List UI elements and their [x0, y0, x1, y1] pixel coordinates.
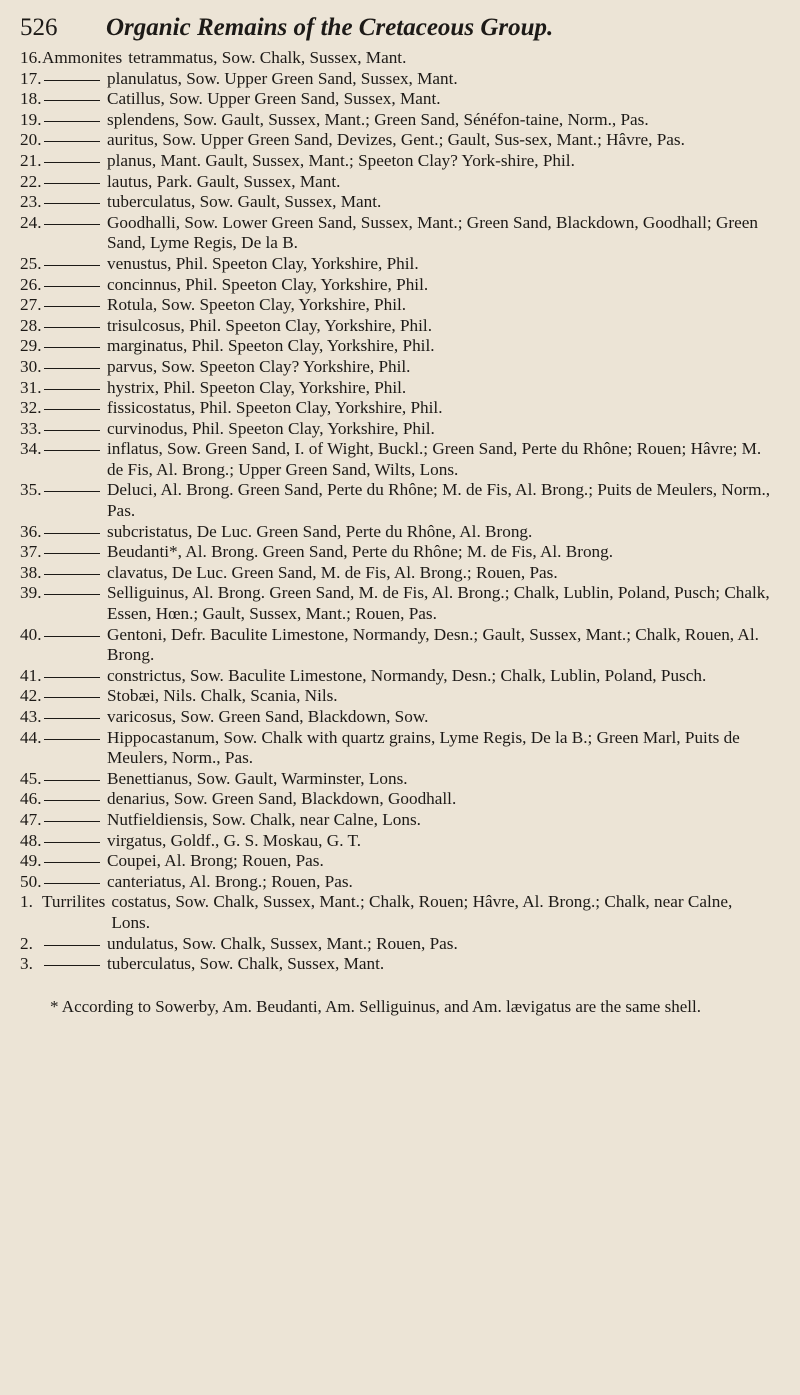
entry-number: 26. — [20, 274, 42, 294]
entry-text: planus, Mant. Gault, Sussex, Mant.; Speeton Clay? York-shire, Phil. — [107, 150, 575, 170]
entry-text: Catillus, Sow. Upper Green Sand, Sussex, Mant. — [107, 89, 441, 109]
ditto-dash — [44, 306, 100, 307]
ditto-dash — [44, 224, 100, 225]
entry-text: costatus, Sow. Chalk, Sussex, Mant.; Chalk, Rouen; Hâvre, Al. Brong.; Chalk, near Calne, Lons. — [111, 892, 733, 932]
ditto-dash — [44, 883, 100, 884]
ditto-dash — [44, 409, 100, 410]
list-item — [20, 419, 774, 440]
ditto-dash — [44, 141, 100, 142]
entry-text: fissicostatus, Phil. Speeton Clay, Yorkshire, Phil. — [107, 398, 443, 418]
entry-text: Rotula, Sow. Speeton Clay, Yorkshire, Phil. — [107, 295, 407, 315]
page-header — [20, 14, 774, 42]
ditto-dash — [44, 389, 100, 390]
entry-text: Gentoni, Defr. Baculite Limestone, Normandy, Desn.; Gault, Sussex, Mant.; Chalk, Rouen, Al. Brong. — [107, 624, 759, 665]
entry-number: 20. — [20, 130, 42, 150]
entry-number: 22. — [20, 171, 42, 191]
ditto-dash — [44, 327, 100, 328]
list-item — [20, 357, 774, 378]
list-item — [20, 336, 774, 357]
ditto-dash — [44, 491, 100, 492]
ditto-dash — [44, 594, 100, 595]
entry-number: 2. — [20, 933, 33, 953]
entry-number: 29. — [20, 336, 42, 356]
list-item — [20, 522, 774, 543]
ditto-dash — [44, 965, 100, 966]
list-item — [20, 769, 774, 790]
entry-number: 46. — [20, 789, 42, 809]
ditto-dash — [44, 265, 100, 266]
entry-text: denarius, Sow. Green Sand, Blackdown, Goodhall. — [107, 789, 457, 809]
entry-number: 30. — [20, 356, 42, 376]
list-item — [20, 728, 774, 769]
entry-text: Selliguinus, Al. Brong. Green Sand, M. de Fis, Al. Brong.; Chalk, Lublin, Poland, Pusch; Chalk, Essen, Hœn.; Gault, Sussex, Mant.; Rouen, Pas. — [107, 583, 770, 624]
list-item — [20, 213, 774, 254]
entry-number: 35. — [20, 480, 42, 500]
list-item — [20, 831, 774, 852]
list-item — [20, 686, 774, 707]
list-item — [20, 295, 774, 316]
list-item — [20, 378, 774, 399]
entry-number: 32. — [20, 398, 42, 418]
ditto-dash — [44, 677, 100, 678]
entry-text: trisulcosus, Phil. Speeton Clay, Yorkshire, Phil. — [107, 315, 432, 335]
ditto-dash — [44, 862, 100, 863]
entry-text: constrictus, Sow. Baculite Limestone, Normandy, Desn.; Chalk, Lublin, Poland, Pusch. — [107, 665, 707, 685]
entry-text: hystrix, Phil. Speeton Clay, Yorkshire, Phil. — [107, 377, 407, 397]
entry-number: 34. — [20, 439, 42, 459]
entry-number: 36. — [20, 521, 42, 541]
entry-text: inflatus, Sow. Green Sand, I. of Wight, Buckl.; Green Sand, Perte du Rhône; Rouen; Hâvre; M. de Fis, Al. Brong.; Upper Green Sand, Wilts, Lons. — [107, 439, 762, 479]
ditto-dash — [44, 821, 100, 822]
list-item — [20, 480, 774, 521]
ditto-dash — [44, 800, 100, 801]
list-item — [20, 275, 774, 296]
ditto-dash — [44, 430, 100, 431]
entry-text: Coupei, Al. Brong; Rouen, Pas. — [107, 851, 324, 871]
list-item — [20, 130, 774, 151]
list-item — [20, 542, 774, 563]
running-head: Organic Remains of the Cretaceous Group. — [106, 14, 554, 41]
genus-name: Turrilites — [42, 892, 106, 912]
list-item — [20, 666, 774, 687]
entry-number: 42. — [20, 686, 42, 706]
entry-number: 24. — [20, 212, 42, 232]
ditto-dash — [44, 553, 100, 554]
entry-text: Nutfieldiensis, Sow. Chalk, near Calne, Lons. — [107, 809, 421, 829]
entry-text: varicosus, Sow. Green Sand, Blackdown, Sow. — [107, 707, 429, 726]
ditto-dash — [44, 842, 100, 843]
entry-number: 17. — [20, 68, 42, 88]
entry-text: Deluci, Al. Brong. Green Sand, Perte du Rhône; M. de Fis, Al. Brong.; Puits de Meulers, Norm., Pas. — [107, 480, 771, 521]
genus-name: Ammonites — [42, 48, 123, 67]
entry-text: splendens, Sow. Gault, Sussex, Mant.; Green Sand, Sénéfon-taine, Norm., Pas. — [107, 109, 649, 129]
entry-number: 31. — [20, 377, 42, 397]
ditto-dash — [44, 574, 100, 575]
entry-text: Goodhalli, Sow. Lower Green Sand, Sussex, Mant.; Green Sand, Blackdown, Goodhall; Green Sand, Lyme Regis, De la B. — [107, 212, 758, 253]
list-item — [20, 625, 774, 666]
entry-text: concinnus, Phil. Speeton Clay, Yorkshire, Phil. — [107, 274, 429, 294]
entry-number: 21. — [20, 150, 42, 170]
entry-number: 41. — [20, 665, 42, 685]
entry-text: tetrammatus, Sow. Chalk, Sussex, Mant. — [128, 48, 407, 67]
footnote: * According to Sowerby, Am. Beudanti, Am. Selliguinus, and Am. lævigatus are the same shell. — [50, 996, 701, 1016]
ditto-dash — [44, 533, 100, 534]
list-item — [20, 892, 774, 933]
ditto-dash — [44, 945, 100, 946]
list-item — [20, 789, 774, 810]
page-number: 526 — [20, 14, 58, 41]
ditto-dash — [44, 780, 100, 781]
entry-text: Beudanti*, Al. Brong. Green Sand, Perte du Rhône; M. de Fis, Al. Brong. — [107, 542, 614, 562]
entry-number: 39. — [20, 583, 42, 603]
list-item — [20, 439, 774, 480]
entry-text: venustus, Phil. Speeton Clay, Yorkshire, Phil. — [107, 253, 419, 273]
list-item — [20, 563, 774, 584]
entry-text: lautus, Park. Gault, Sussex, Mant. — [107, 171, 341, 191]
entry-text: Stobæi, Nils. Chalk, Scania, Nils. — [107, 686, 338, 706]
ditto-dash — [44, 368, 100, 369]
ditto-dash — [44, 636, 100, 637]
entry-number: 18. — [20, 89, 42, 109]
entry-text: subcristatus, De Luc. Green Sand, Perte du Rhône, Al. Brong. — [107, 521, 533, 541]
entry-text: curvinodus, Phil. Speeton Clay, Yorkshire, Phil. — [107, 418, 435, 438]
ditto-dash — [44, 347, 100, 348]
entry-text: auritus, Sow. Upper Green Sand, Devizes, Gent.; Gault, Sus-sex, Mant.; Hâvre, Pas. — [107, 130, 685, 150]
list-item — [20, 934, 774, 955]
entry-number: 43. — [20, 707, 42, 726]
entry-number: 47. — [20, 809, 42, 829]
entry-number: 33. — [20, 418, 42, 438]
list-item — [20, 172, 774, 193]
list-item — [20, 254, 774, 275]
list-item — [20, 872, 774, 893]
entry-number: 37. — [20, 542, 42, 562]
list-item — [20, 707, 774, 728]
species-list — [20, 48, 774, 975]
ditto-dash — [44, 739, 100, 740]
ditto-dash — [44, 286, 100, 287]
list-item — [20, 89, 774, 110]
ditto-dash — [44, 162, 100, 163]
list-item — [20, 48, 774, 69]
ditto-dash — [44, 80, 100, 81]
entry-text: tuberculatus, Sow. Gault, Sussex, Mant. — [107, 192, 382, 212]
entry-number: 28. — [20, 315, 42, 335]
ditto-dash — [44, 697, 100, 698]
entry-number: 50. — [20, 871, 42, 891]
list-item — [20, 151, 774, 172]
list-item — [20, 398, 774, 419]
entry-text: Hippocastanum, Sow. Chalk with quartz grains, Lyme Regis, De la B.; Green Marl, Puits de Meulers, Norm., Pas. — [107, 727, 740, 768]
entry-number: 38. — [20, 562, 42, 582]
entry-number: 27. — [20, 295, 42, 315]
entry-number: 19. — [20, 109, 42, 129]
list-item — [20, 954, 774, 975]
entry-number: 3. — [20, 954, 33, 974]
entry-number: 45. — [20, 768, 42, 788]
ditto-dash — [44, 450, 100, 451]
entry-number: 25. — [20, 253, 42, 273]
entry-number: 49. — [20, 851, 42, 871]
entry-text: clavatus, De Luc. Green Sand, M. de Fis, Al. Brong.; Rouen, Pas. — [107, 562, 558, 582]
list-item — [20, 851, 774, 872]
ditto-dash — [44, 718, 100, 719]
entry-text: undulatus, Sow. Chalk, Sussex, Mant.; Rouen, Pas. — [107, 933, 458, 953]
entry-number: 44. — [20, 727, 42, 747]
ditto-dash — [44, 100, 100, 101]
entry-number: 48. — [20, 830, 42, 850]
list-item — [20, 110, 774, 131]
entry-number: 1. — [20, 892, 33, 912]
ditto-dash — [44, 121, 100, 122]
ditto-dash — [44, 183, 100, 184]
list-item — [20, 810, 774, 831]
list-item — [20, 583, 774, 624]
entry-text: Benettianus, Sow. Gault, Warminster, Lons. — [107, 768, 408, 788]
list-item — [20, 316, 774, 337]
entry-text: virgatus, Goldf., G. S. Moskau, G. T. — [107, 830, 361, 850]
entry-text: tuberculatus, Sow. Chalk, Sussex, Mant. — [107, 954, 385, 974]
list-item — [20, 69, 774, 90]
entry-number: 40. — [20, 624, 42, 644]
entry-number: 23. — [20, 192, 42, 212]
list-item — [20, 192, 774, 213]
entry-text: parvus, Sow. Speeton Clay? Yorkshire, Phil. — [107, 356, 411, 376]
entry-text: marginatus, Phil. Speeton Clay, Yorkshire, Phil. — [107, 336, 435, 356]
entry-text: canteriatus, Al. Brong.; Rouen, Pas. — [107, 871, 353, 891]
ditto-dash — [44, 203, 100, 204]
entry-text: planulatus, Sow. Upper Green Sand, Sussex, Mant. — [107, 68, 458, 88]
entry-number: 16. — [20, 48, 42, 67]
